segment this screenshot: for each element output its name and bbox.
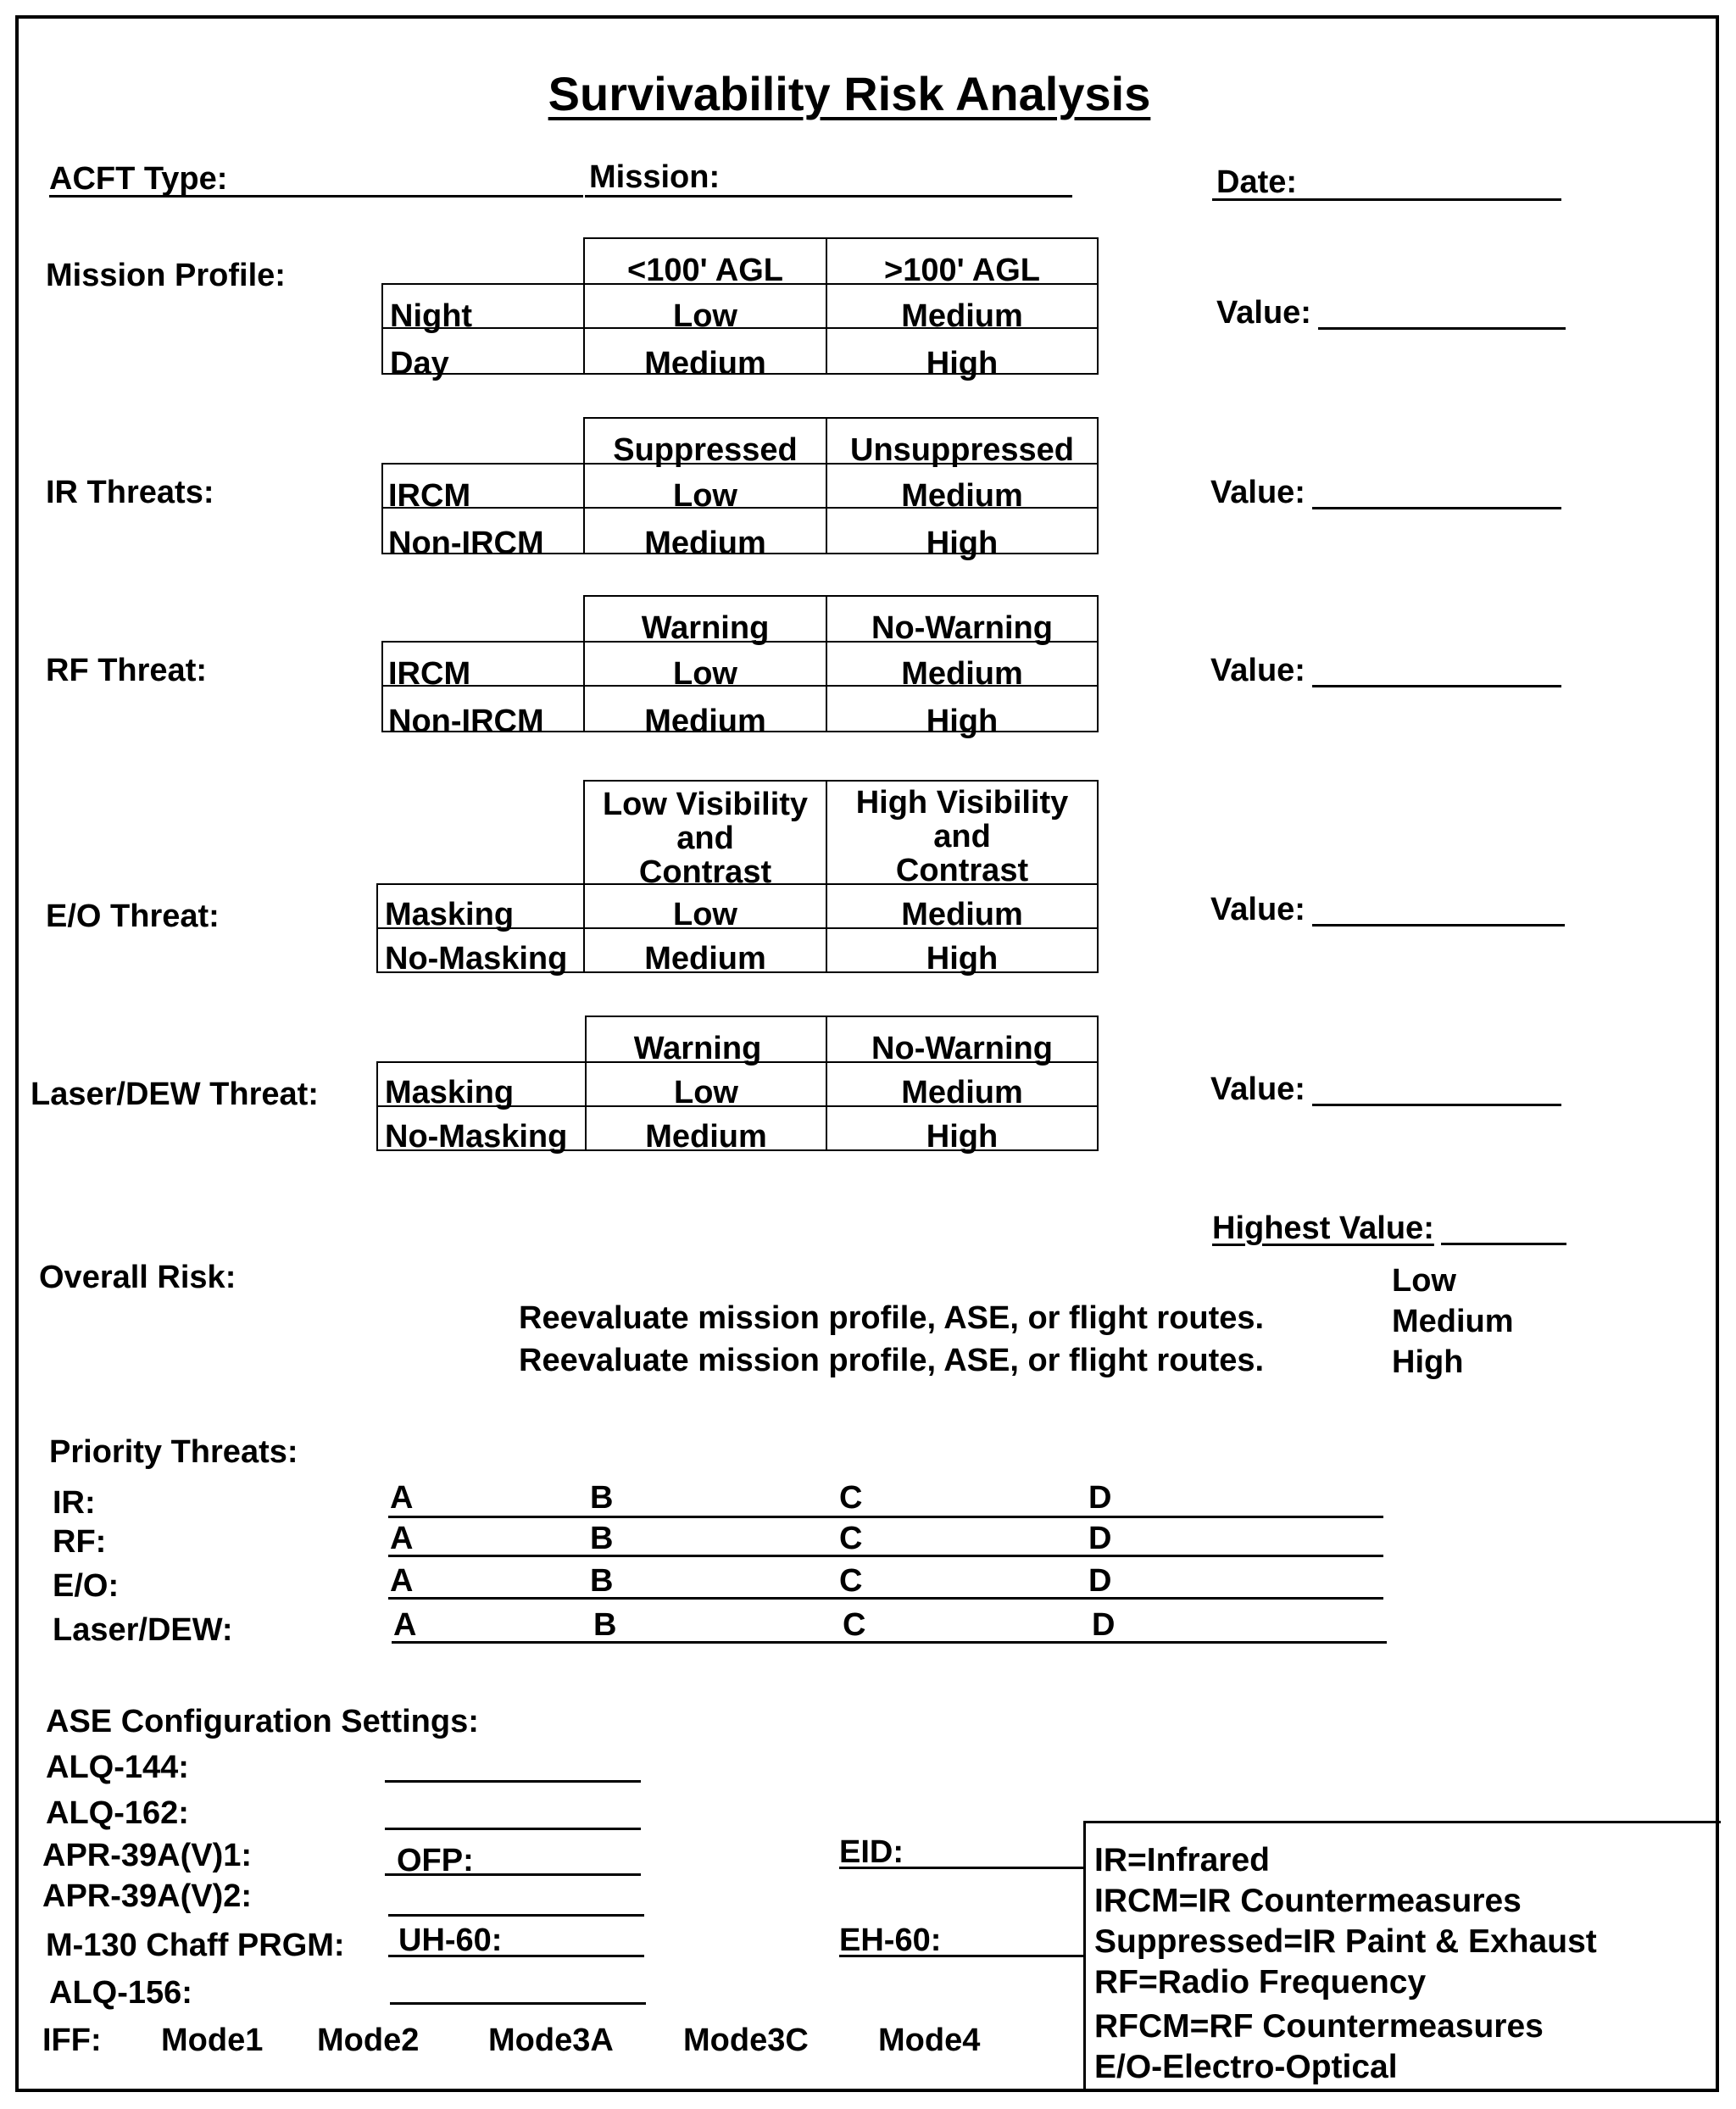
iff-mode4[interactable]: Mode4 (878, 2023, 981, 2058)
col-header-warning: Warning (633, 1031, 762, 1066)
ir-threats-value-label: Value: (1210, 475, 1305, 510)
col-header-suppressed: Suppressed (613, 432, 798, 468)
ir-threats-label: IR Threats: (46, 475, 214, 510)
priority-slot-a: A (393, 1607, 417, 1643)
mission-field[interactable] (585, 195, 1072, 198)
cell-value: High (926, 346, 999, 381)
col-header-high-visibility: Contrast (895, 853, 1029, 888)
eo-threat-value-field[interactable] (1312, 924, 1565, 927)
cell-value: Medium (901, 897, 1023, 932)
priority-slot-c: C (843, 1607, 866, 1643)
highest-value-field[interactable] (1441, 1243, 1566, 1245)
acft-type-label: ACFT Type: (49, 161, 228, 197)
priority-slot-b: B (590, 1480, 614, 1516)
cell-value: Medium (644, 346, 766, 381)
ase-item-apr-39-v1: APR-39A(V)1: (42, 1838, 253, 1873)
row-label-no-masking: No-Masking (385, 941, 568, 977)
row-label-ircm: IRCM (388, 656, 471, 692)
priority-slot-c: C (839, 1521, 863, 1556)
apr-39-v2-field[interactable] (388, 1914, 644, 1917)
ase-item-apr-39-v2: APR-39A(V)2: (42, 1878, 253, 1914)
col-header-no-warning: No-Warning (871, 1031, 1053, 1066)
col-header-unsuppressed: Unsuppressed (850, 432, 1074, 468)
ofp-label: OFP: (397, 1843, 474, 1878)
laser-dew-value-field[interactable] (1312, 1104, 1561, 1106)
row-label-no-masking: No-Masking (385, 1119, 568, 1155)
priority-slot-b: B (590, 1563, 614, 1599)
iff-label: IFF: (42, 2023, 102, 2058)
uh-60-field[interactable] (388, 1955, 644, 1957)
col-header-high-visibility: High Visibility (855, 785, 1069, 821)
col-header-high-visibility: and (933, 819, 991, 854)
priority-slot-d: D (1088, 1480, 1112, 1516)
priority-slot-c: C (839, 1480, 863, 1516)
cell-value: Medium (645, 1119, 767, 1155)
abbreviation-legend (1083, 1821, 1721, 2092)
legend-item: Suppressed=IR Paint & Exhaust (1094, 1923, 1597, 1960)
cell-value: Low (673, 656, 737, 692)
priority-slot-a: A (390, 1521, 414, 1556)
rf-threat-label: RF Threat: (46, 653, 207, 688)
col-header-low-visibility: Contrast (638, 854, 772, 890)
eid-label: EID: (839, 1834, 904, 1870)
priority-line-laser-dew[interactable] (392, 1641, 1387, 1644)
priority-slot-d: D (1092, 1607, 1116, 1643)
eh-60-field[interactable] (839, 1955, 1083, 1957)
date-field[interactable] (1212, 198, 1561, 201)
priority-slot-a: A (390, 1563, 414, 1599)
row-label-day: Day (390, 346, 449, 381)
uh-60-label: UH-60: (398, 1923, 503, 1958)
priority-slot-d: D (1088, 1521, 1112, 1556)
cell-value: Medium (901, 656, 1023, 692)
priority-slot-b: B (593, 1607, 617, 1643)
col-header-below-100: <100' AGL (627, 253, 783, 288)
priority-row-label: E/O: (53, 1568, 120, 1604)
mission-profile-value-label: Value: (1216, 295, 1311, 331)
legend-item: RFCM=RF Countermeasures (1094, 2008, 1544, 2045)
alq-162-field[interactable] (385, 1828, 641, 1830)
page-title: Survivability Risk Analysis (548, 67, 1151, 120)
cell-value: Medium (901, 1075, 1023, 1110)
col-header-low-visibility: Low Visibility (602, 787, 809, 822)
cell-value: Medium (644, 526, 766, 561)
risk-level-high: High (1392, 1344, 1464, 1380)
ase-item-alq-156: ALQ-156: (49, 1975, 192, 2011)
cell-value: High (926, 704, 999, 739)
cell-value: Low (673, 478, 737, 514)
iff-mode3a[interactable]: Mode3A (488, 2023, 614, 2058)
reevaluate-note: Reevaluate mission profile, ASE, or flight routes. (519, 1300, 1265, 1336)
reevaluate-note: Reevaluate mission profile, ASE, or flight routes. (519, 1343, 1265, 1378)
eo-threat-value-label: Value: (1210, 892, 1305, 927)
acft-type-field[interactable] (49, 195, 583, 198)
row-label-non-ircm: Non-IRCM (388, 526, 544, 561)
cell-value: Low (674, 1075, 738, 1110)
priority-slot-c: C (839, 1563, 863, 1599)
legend-item: IR=Infrared (1094, 1842, 1270, 1878)
eo-threat-label: E/O Threat: (46, 899, 220, 934)
cell-value: Medium (644, 941, 766, 977)
col-header-warning: Warning (641, 610, 770, 646)
col-header-no-warning: No-Warning (871, 610, 1053, 646)
eid-field[interactable] (839, 1867, 1083, 1869)
priority-row-label: IR: (53, 1485, 96, 1521)
legend-item: E/O-Electro-Optical (1094, 2049, 1398, 2085)
iff-mode1[interactable]: Mode1 (161, 2023, 264, 2058)
priority-line-rf[interactable] (388, 1555, 1383, 1557)
legend-item: IRCM=IR Countermeasures (1094, 1883, 1522, 1919)
row-label-non-ircm: Non-IRCM (388, 704, 544, 739)
rf-threat-value-label: Value: (1210, 653, 1305, 688)
cell-value: Medium (901, 298, 1023, 334)
iff-mode2[interactable]: Mode2 (317, 2023, 420, 2058)
row-label-masking: Masking (385, 897, 515, 932)
row-label-masking: Masking (385, 1075, 515, 1110)
priority-line-ir[interactable] (388, 1516, 1383, 1518)
priority-row-label: RF: (53, 1524, 107, 1560)
cell-value: Low (673, 897, 737, 932)
ir-threats-value-field[interactable] (1312, 507, 1561, 509)
mission-profile-label: Mission Profile: (46, 258, 286, 293)
ofp-field[interactable] (385, 1873, 641, 1876)
priority-slot-b: B (590, 1521, 614, 1556)
overall-risk-label: Overall Risk: (39, 1260, 236, 1295)
alq-156-field[interactable] (390, 2002, 646, 2005)
priority-threats-label: Priority Threats: (49, 1434, 298, 1470)
priority-line-eo[interactable] (388, 1597, 1383, 1600)
eh-60-label: EH-60: (839, 1923, 942, 1958)
ase-item-m130-chaff: M-130 Chaff PRGM: (46, 1928, 345, 1963)
risk-level-low: Low (1392, 1263, 1456, 1299)
mission-profile-value-field[interactable] (1318, 327, 1566, 330)
cell-value: Low (673, 298, 737, 334)
date-label: Date: (1216, 164, 1298, 200)
row-label-ircm: IRCM (388, 478, 471, 514)
row-label-night: Night (390, 298, 473, 334)
cell-value: High (926, 941, 999, 977)
ase-item-alq-162: ALQ-162: (46, 1795, 189, 1831)
laser-dew-threat-label: Laser/DEW Threat: (31, 1077, 319, 1112)
rf-threat-value-field[interactable] (1312, 685, 1561, 687)
cell-value: Medium (644, 704, 766, 739)
alq-144-field[interactable] (385, 1780, 641, 1783)
cell-value: High (926, 1119, 999, 1155)
priority-slot-d: D (1088, 1563, 1112, 1599)
priority-slot-a: A (390, 1480, 414, 1516)
ase-config-label: ASE Configuration Settings: (46, 1704, 479, 1739)
laser-dew-value-label: Value: (1210, 1071, 1305, 1107)
iff-mode3c[interactable]: Mode3C (683, 2023, 809, 2058)
priority-row-label: Laser/DEW: (53, 1612, 233, 1648)
ase-item-alq-144: ALQ-144: (46, 1750, 189, 1785)
col-header-above-100: >100' AGL (884, 253, 1040, 288)
col-header-low-visibility: and (676, 821, 734, 856)
cell-value: Medium (901, 478, 1023, 514)
mission-label: Mission: (589, 159, 721, 195)
risk-level-medium: Medium (1392, 1304, 1514, 1339)
highest-value-label: Highest Value: (1212, 1210, 1434, 1246)
cell-value: High (926, 526, 999, 561)
legend-item: RF=Radio Frequency (1094, 1964, 1427, 2000)
